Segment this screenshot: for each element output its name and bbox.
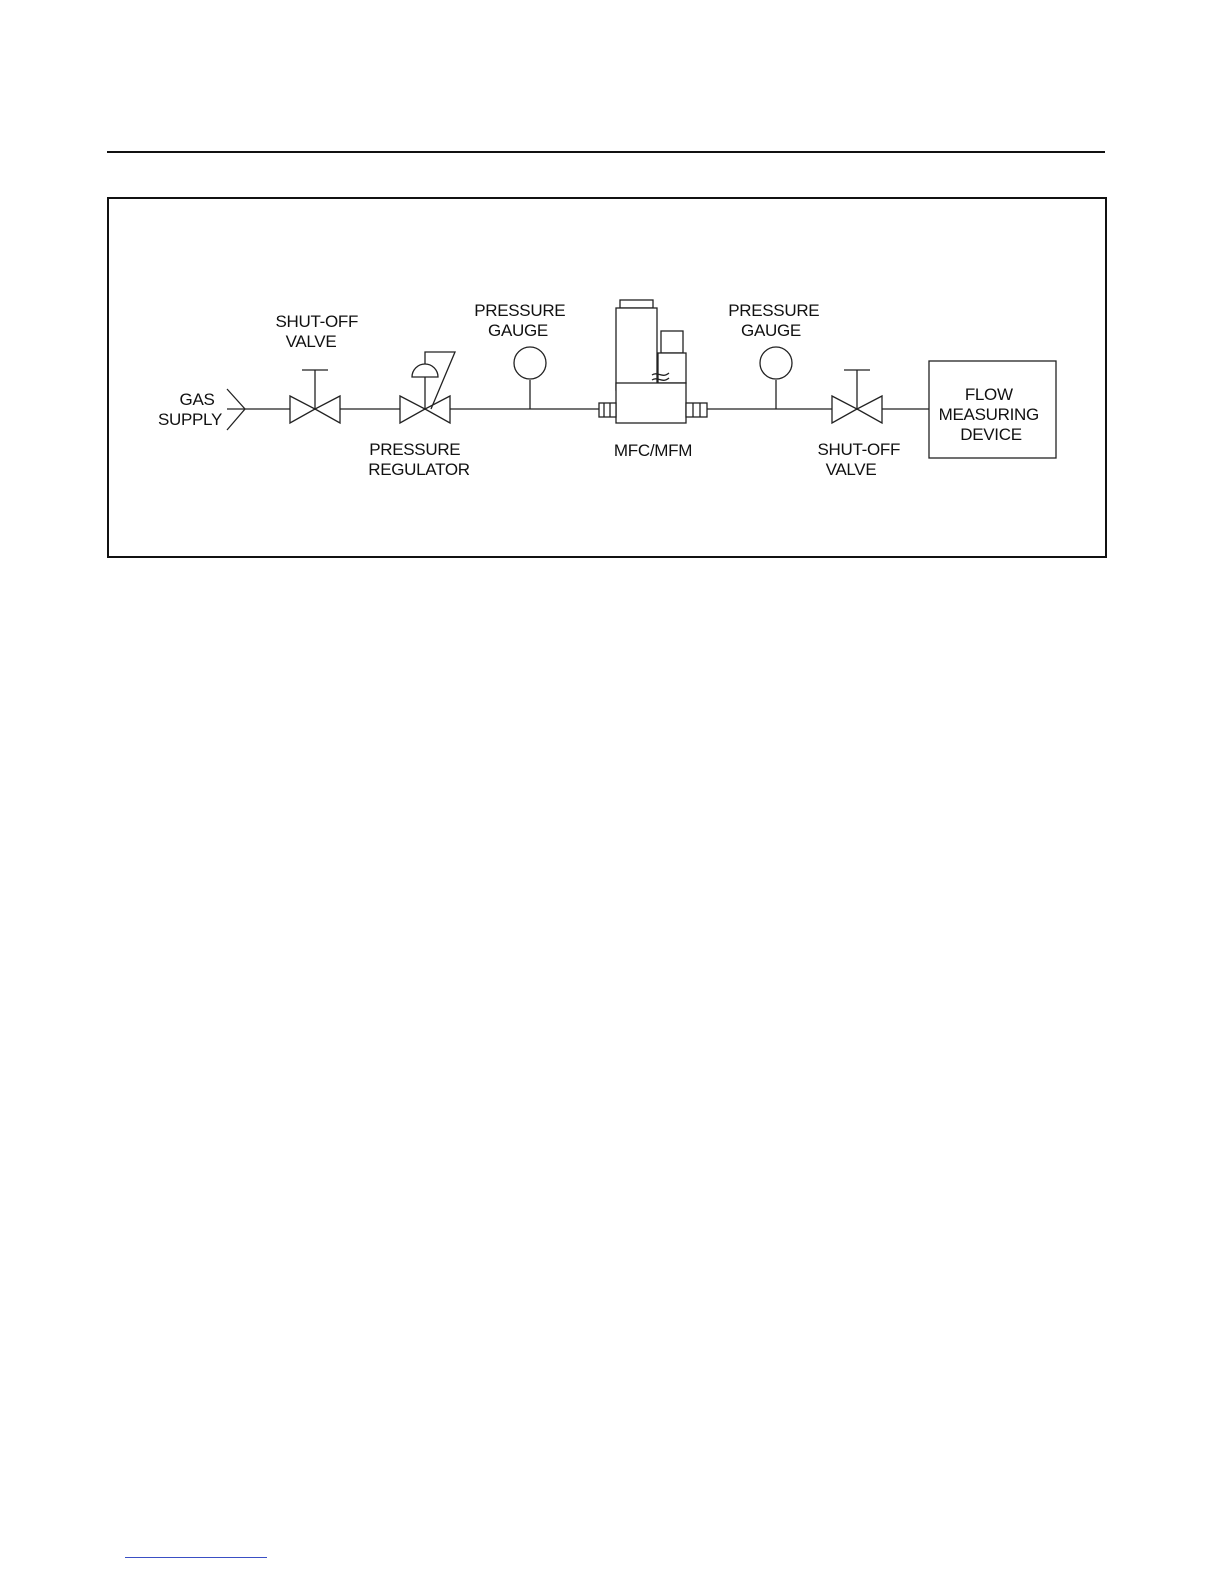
footer-link-underline[interactable] <box>125 1557 267 1558</box>
header-rule <box>107 151 1105 153</box>
shutoff-valve-1-icon <box>290 370 340 423</box>
diagram-frame <box>107 197 1107 558</box>
pressure-gauge-1-icon <box>514 347 546 409</box>
pressure-gauge-2-label: PRESSURE GAUGE <box>728 301 820 340</box>
mfc-mfm-icon <box>599 300 707 423</box>
shutoff-valve-2-label: SHUT-OFF VALVE <box>817 440 901 479</box>
shutoff-valve-2-icon <box>832 370 882 423</box>
pressure-gauge-1-label: PRESSURE GAUGE <box>474 301 566 340</box>
pressure-gauge-2-icon <box>760 347 792 409</box>
shutoff-valve-1-label: SHUT-OFF VALVE <box>275 312 359 351</box>
gas-supply-label: GAS SUPPLY <box>157 390 222 429</box>
flow-measuring-device-label: FLOW MEASURING DEVICE <box>938 385 1039 444</box>
pressure-regulator-icon <box>400 352 455 423</box>
pressure-regulator-label: PRESSURE REGULATOR <box>368 440 470 479</box>
gas-flow-diagram <box>109 199 1105 556</box>
mfc-mfm-label: MFC/MFM <box>613 441 693 460</box>
